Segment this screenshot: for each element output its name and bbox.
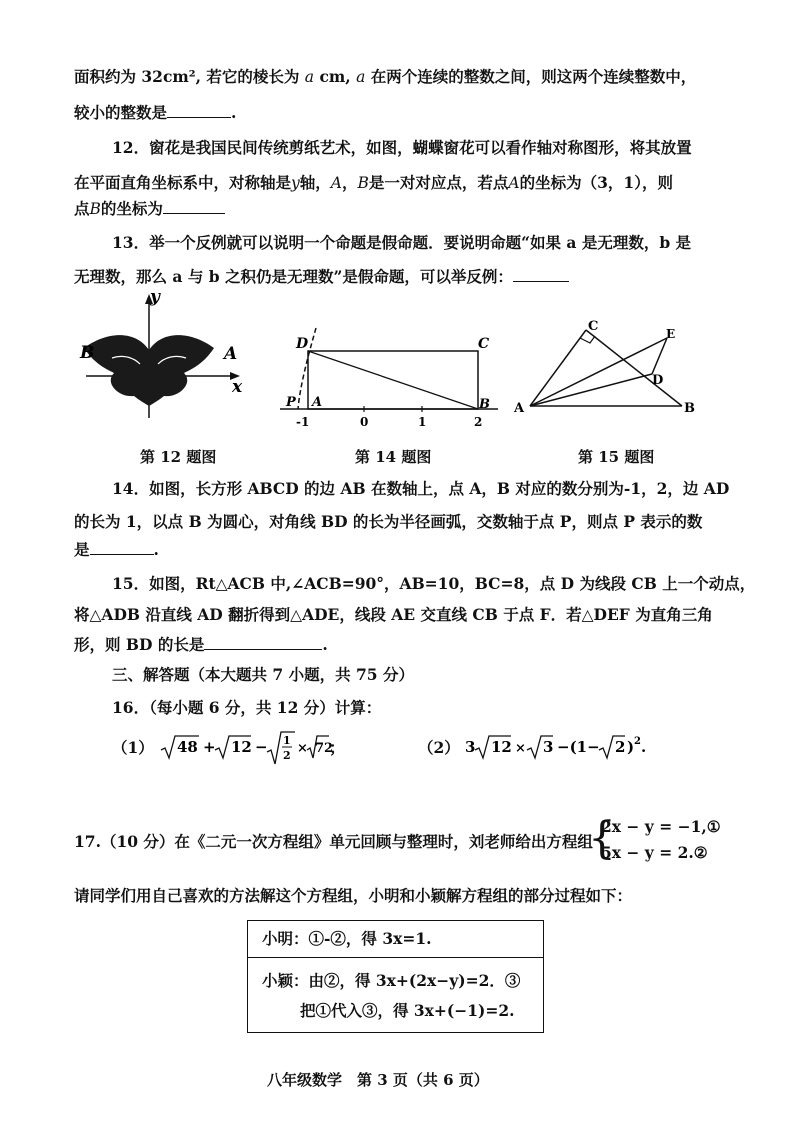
right-angle-mark xyxy=(580,336,595,343)
segment-ED xyxy=(652,338,667,374)
label-A: A xyxy=(224,344,238,364)
label-x: x xyxy=(232,377,243,397)
figure-15-triangle xyxy=(512,316,708,420)
caption-fig15: 第 15 题图 xyxy=(578,448,655,466)
caption-fig14: 第 14 题图 xyxy=(355,448,432,466)
label-D: D xyxy=(652,373,664,388)
q16-part1-expression xyxy=(159,732,334,766)
question-14: 14．如图，长方形 ABCD 的边 AB 在数轴上，点 A，B 对应的数分别为-1，2，边 AD xyxy=(112,479,730,498)
label-A: A xyxy=(312,395,323,410)
figure-14-rectangle xyxy=(278,326,500,436)
svg-text:−(1−: −(1− xyxy=(557,738,600,756)
svg-text:2: 2 xyxy=(615,738,626,756)
answer-blank[interactable] xyxy=(204,635,322,650)
equation-brace: { xyxy=(588,813,616,864)
tick-minus-1: -1 xyxy=(296,415,310,429)
svg-text:×: × xyxy=(515,741,527,756)
question-12: 12．窗花是我国民间传统剪纸艺术，如图，蝴蝶窗花可以看作轴对称图形，将其放置 xyxy=(112,138,692,157)
text-line: 的长为 1，以点 B 为圆心，对角线 BD 的长为半径画弧，交数轴于点 P，则点 P 表示的数 xyxy=(74,512,703,531)
q16-part2: （2） 3 12 × 3 −(1− 2 ) 2 . xyxy=(418,732,665,766)
label-D: D xyxy=(296,336,309,352)
solutions-box xyxy=(247,920,544,1033)
text-line: 较小的整数是 . xyxy=(74,103,237,122)
label-C: C xyxy=(478,336,490,352)
text-line: 点B的坐标为 xyxy=(74,198,225,220)
segment-AD xyxy=(530,374,652,406)
xiaoying-solution-line1: 小颖：由②，得 3x+(2x−y)=2．③ xyxy=(262,971,521,990)
segment-AE xyxy=(530,338,667,406)
label-B: B xyxy=(479,397,490,412)
answer-blank[interactable] xyxy=(90,540,154,555)
q16-part2-expression xyxy=(465,732,665,766)
label-A: A xyxy=(514,401,525,416)
question-13: 13．举一个反例就可以说明一个命题是假命题．要说明命题“如果 a 是无理数，b 是 xyxy=(112,233,692,252)
diagonal-BD xyxy=(308,351,478,409)
xiaoming-solution: 小明：①-②，得 3x=1. xyxy=(248,921,543,958)
label-P: P xyxy=(286,395,296,410)
svg-text:−: − xyxy=(255,738,268,756)
svg-text:3: 3 xyxy=(543,738,554,756)
text-line: 无理数，那么 a 与 b 之积仍是无理数”是假命题，可以举反例： xyxy=(74,266,569,288)
text-line: 请同学们用自己喜欢的方法解这个方程组，小明和小颖解方程组的部分过程如下： xyxy=(74,886,633,905)
svg-text:×: × xyxy=(297,741,309,756)
equation-2: 5x − y = 2.② xyxy=(601,843,708,862)
text-line: 将△ADB 沿直线 AD 翻折得到△ADE，线段 AE 交直线 CB 于点 F．若△DEF 为直角三角 xyxy=(74,605,713,624)
svg-text:3: 3 xyxy=(465,738,476,756)
butterfly-right-wing xyxy=(149,335,214,406)
segment-AC xyxy=(530,330,586,406)
tick-0: 0 xyxy=(360,415,369,429)
question-17: 17.（10 分）在《二元一次方程组》单元回顾与整理时，刘老师给出方程组 xyxy=(74,832,593,851)
label-B: B xyxy=(684,401,695,416)
svg-text:1: 1 xyxy=(283,734,291,747)
label-y: y xyxy=(150,287,160,307)
figure-12-butterfly xyxy=(74,288,254,423)
svg-text:72: 72 xyxy=(315,741,334,756)
answer-blank[interactable] xyxy=(167,103,231,118)
svg-text:12: 12 xyxy=(491,738,513,756)
question-15: 15．如图，Rt△ACB 中,∠ACB=90°，AB=10，BC=8，点 D 为线段 CB 上一个动点， xyxy=(112,574,756,593)
equation-1: 2x − y = −1,① xyxy=(601,817,721,836)
tick-1: 1 xyxy=(418,415,427,429)
page-footer: 八年级数学 第 3 页（共 6 页） xyxy=(267,1071,489,1089)
svg-text:12: 12 xyxy=(231,738,253,756)
segment-CB xyxy=(586,330,682,406)
caption-fig12: 第 12 题图 xyxy=(140,448,217,466)
xiaoying-solution-line2: 把①代入③，得 3x+(−1)=2. xyxy=(300,1001,515,1020)
answer-blank[interactable] xyxy=(513,267,569,282)
text-line: 是 . xyxy=(74,540,159,559)
text-line: 面积约为 32cm², 若它的棱长为 a cm, a 在两个连续的整数之间，则这两个连续整数中， xyxy=(74,67,697,86)
text-line: 形，则 BD 的长是 . xyxy=(74,635,328,654)
answer-blank[interactable] xyxy=(163,199,225,214)
label-B: B xyxy=(80,343,95,363)
label-C: C xyxy=(588,319,599,334)
tick-2: 2 xyxy=(474,415,483,429)
svg-text:2: 2 xyxy=(283,749,291,762)
svg-text:): ) xyxy=(627,738,635,756)
svg-text:+: + xyxy=(203,738,216,756)
label-E: E xyxy=(666,327,676,341)
svg-text:2: 2 xyxy=(634,736,642,747)
svg-text:48: 48 xyxy=(177,738,199,756)
section-heading: 三、解答题（本大题共 7 小题，共 75 分） xyxy=(112,665,414,684)
question-16: 16．（每小题 6 分，共 12 分）计算： xyxy=(112,698,382,717)
q16-part1: （1） 48 + 12 − 1 2 × 72 ； xyxy=(112,732,345,766)
text-line: 在平面直角坐标系中，对称轴是y轴，A，B是一对对应点，若点A的坐标为（3，1），则 xyxy=(74,173,673,192)
svg-text:.: . xyxy=(641,738,647,756)
